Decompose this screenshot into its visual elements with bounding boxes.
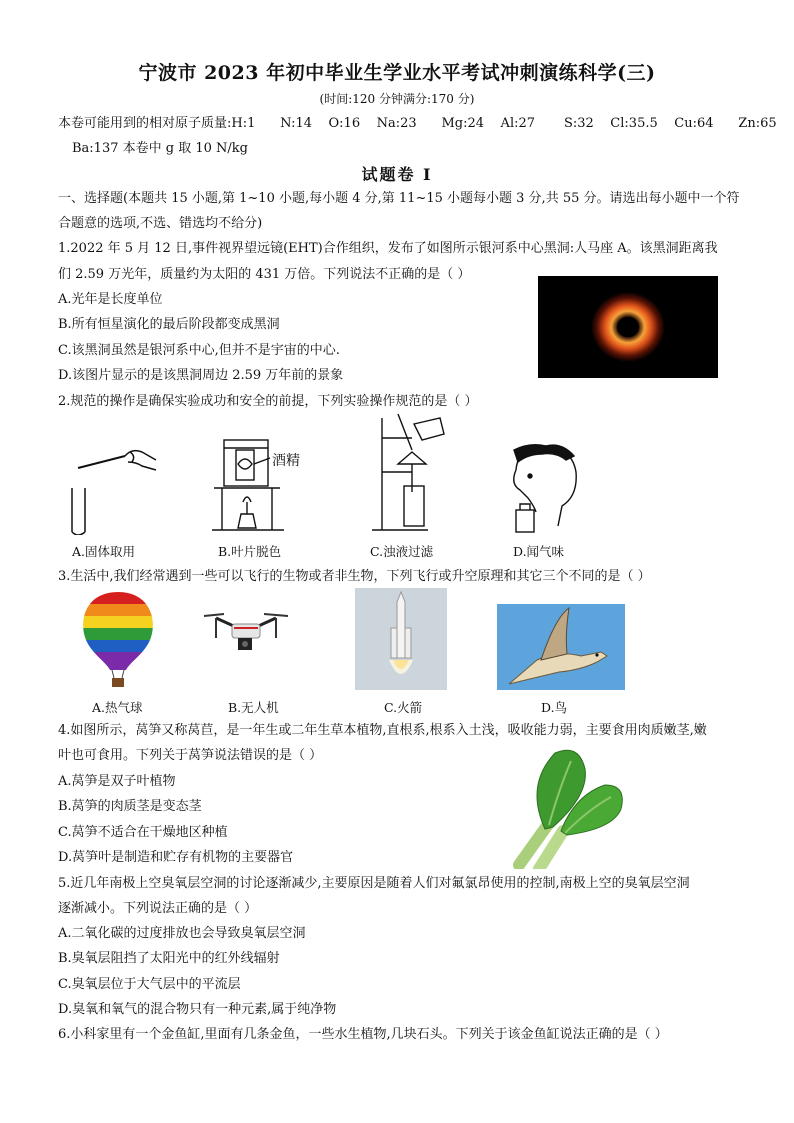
leaf-decolorization-illustration [208, 436, 318, 536]
q5-stem-line-1: 5.近几年南极上空臭氧层空洞的讨论逐渐减少,主要原因是随着人们对氟氯昂使用的控制,南极上空的臭氧层空洞 [58, 876, 690, 891]
q1-stem-line-1: 1.2022 年 5 月 12 日,事件视界望远镜(EHT)合作组织，发布了如图所示银河系中心黑洞:人马座 A。该黑洞距离我 [58, 241, 718, 256]
q4-stem-line-2: 叶也可食用。下列关于莴笋说法错误的是（ ） [58, 748, 323, 763]
q3-caption-d: D.鸟 [541, 700, 568, 715]
black-hole-image [538, 276, 718, 378]
filtration-illustration [368, 412, 448, 536]
alcohol-label: 酒精 [272, 453, 300, 469]
q3-stem: 3.生活中,我们经常遇到一些可以飞行的生物或者非生物，下列飞行或升空原理和其它三个不同的是（ ） [58, 569, 651, 584]
q2-caption-b: B.叶片脱色 [218, 544, 282, 559]
instructions-line-2: 合题意的选项,不选、错选均不给分) [58, 216, 263, 231]
solid-sampling-illustration [70, 440, 160, 535]
exam-time-score: (时间:120 分钟满分:170 分) [319, 92, 475, 106]
q3-caption-c: C.火箭 [384, 700, 423, 715]
q1-stem-line-2: 们 2.59 万光年，质量约为太阳的 431 万倍。下列说法不正确的是（ ） [58, 267, 471, 282]
q3-caption-a: A.热气球 [92, 700, 143, 715]
q4-option-c: C.莴笋不适合在干燥地区种植 [58, 825, 228, 840]
q1-option-a: A.光年是长度单位 [58, 292, 163, 307]
q4-option-d: D.莴笋叶是制造和贮存有机物的主要器官 [58, 850, 294, 865]
atomic-mass-line-1: 本卷可能用到的相对原子质量:H:1 N:14 O:16 Na:23 Mg:24 Al:27 S:32 Cl:35.5 Cu:64 Zn:65 [58, 116, 777, 131]
rocket-image [355, 588, 447, 690]
q2-stem: 2.规范的操作是确保实验成功和安全的前提，下列实验操作规范的是（ ） [58, 394, 478, 409]
drone-image [202, 608, 292, 660]
bird-image [497, 604, 625, 690]
q5-option-c: C.臭氧层位于大气层中的平流层 [58, 977, 241, 992]
hot-air-balloon-image [78, 590, 158, 690]
q5-option-a: A.二氧化碳的过度排放也会导致臭氧层空洞 [58, 926, 306, 941]
q1-option-d: D.该图片显示的是该黑洞周边 2.59 万年前的景象 [58, 368, 344, 383]
q1-option-c: C.该黑洞虽然是银河系中心,但并不是宇宙的中心. [58, 343, 340, 358]
q5-option-b: B.臭氧层阻挡了太阳光中的红外线辐射 [58, 951, 280, 966]
q4-option-b: B.莴笋的肉质茎是变态茎 [58, 799, 202, 814]
q4-stem-line-1: 4.如图所示，莴笋又称莴苣，是一年生或二年生草本植物,直根系,根系入土浅，吸收能力弱，主要食用肉质嫩茎,嫩 [58, 723, 707, 738]
q5-stem-line-2: 逐渐减小。下列说法正确的是（ ） [58, 901, 258, 916]
atomic-mass-line-2: Ba:137 本卷中 g 取 10 N/kg [72, 141, 248, 156]
lettuce-stem-image [505, 745, 625, 869]
page-title: 宁波市 2023 年初中毕业生学业水平考试冲刺演练科学(三) [138, 62, 656, 84]
q4-option-a: A.莴笋是双子叶植物 [58, 774, 176, 789]
section-title: 试题卷 I [361, 165, 433, 184]
q2-caption-d: D.闻气味 [513, 544, 565, 559]
instructions-line-1: 一、选择题(本题共 15 小题,第 1~10 小题,每小题 4 分,第 11~15 小题每小题 3 分,共 55 分。请选出每小题中一个符 [58, 191, 740, 206]
q2-caption-c: C.浊液过滤 [370, 544, 434, 559]
q1-option-b: B.所有恒星演化的最后阶段都变成黑洞 [58, 317, 280, 332]
q2-caption-a: A.固体取用 [72, 544, 136, 559]
q5-option-d: D.臭氧和氧气的混合物只有一种元素,属于纯净物 [58, 1002, 337, 1017]
smelling-gas-illustration [506, 440, 586, 536]
q3-caption-b: B.无人机 [228, 700, 279, 715]
q6-stem: 6.小科家里有一个金鱼缸,里面有几条金鱼，一些水生植物,几块石头。下列关于该金鱼缸说法正确的是（ ） [58, 1027, 668, 1042]
